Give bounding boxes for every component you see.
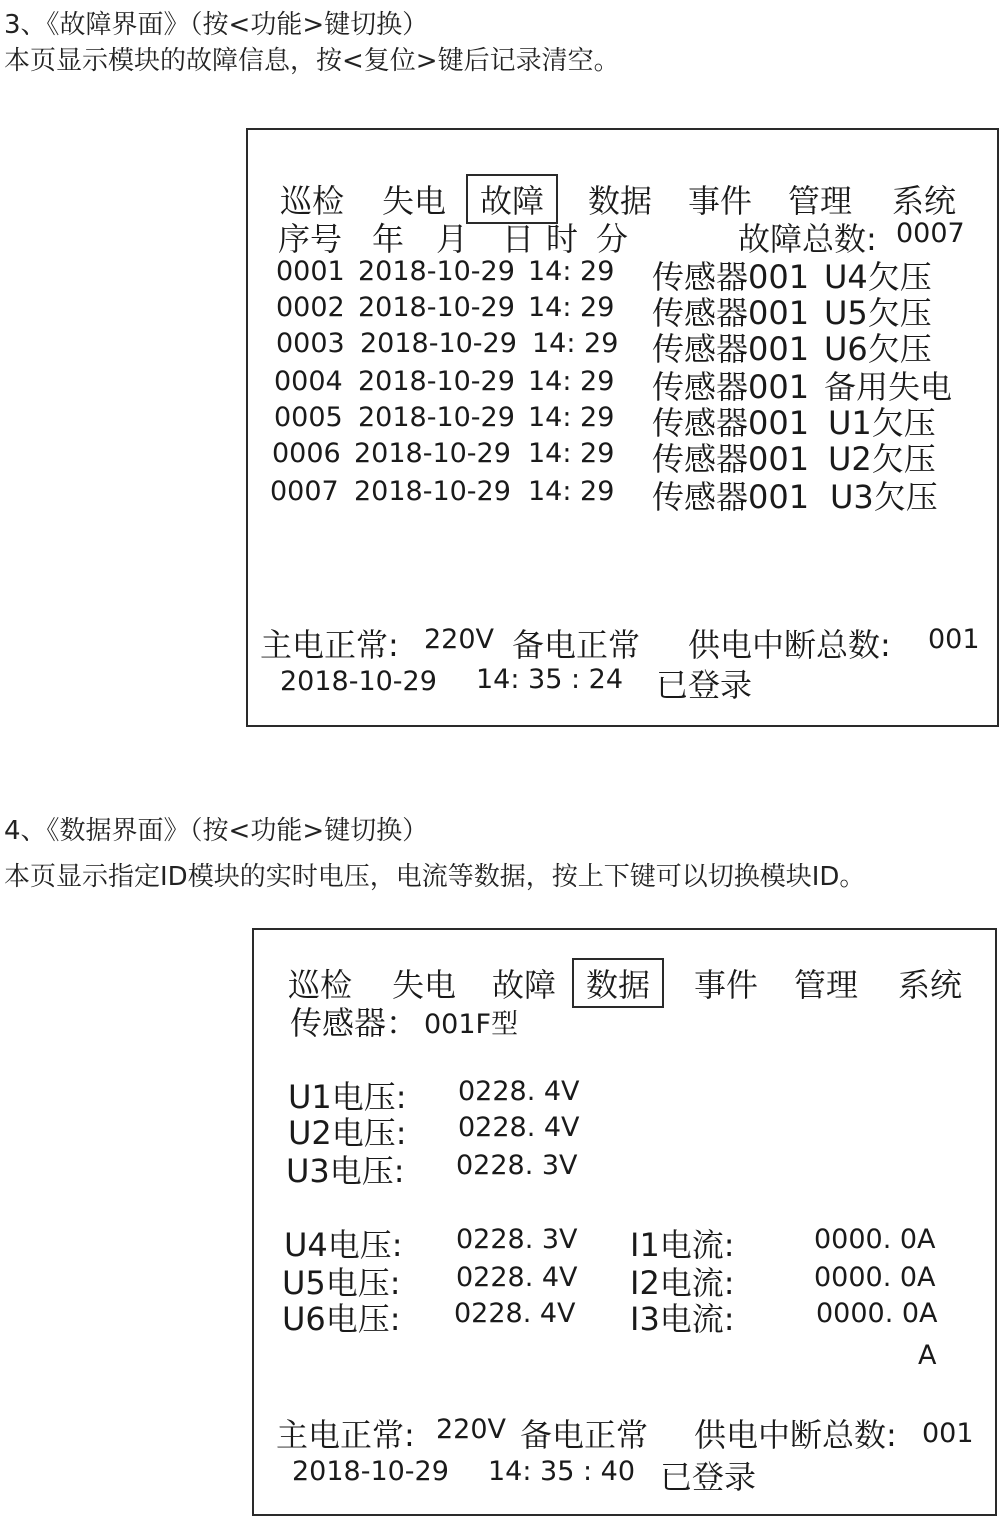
status-date: 2018-10-29 [292, 1456, 449, 1487]
voltage-value: 0228. 4V [454, 1298, 576, 1329]
status-date: 2018-10-29 [280, 666, 437, 697]
tab-data[interactable]: 数据 [588, 182, 653, 220]
sensor-label: 传感器： [290, 1004, 419, 1042]
row-sensor: 传感器001 [652, 258, 810, 296]
tab-patrol[interactable]: 巡检 [280, 182, 345, 220]
main-power-value: 220V [436, 1414, 507, 1445]
row-id: 0007 [270, 476, 339, 507]
row-id: 0004 [274, 366, 343, 397]
data-screen [252, 928, 997, 1516]
fault-total-label: 故障总数: [738, 220, 877, 258]
voltage-value: 0228. 3V [456, 1224, 578, 1255]
row-id: 0005 [274, 402, 343, 433]
backup-power-status: 备电正常 [512, 626, 641, 664]
row-time: 14: 29 [528, 438, 615, 469]
row-sensor: 传感器001 [652, 440, 810, 478]
fault-screen [246, 128, 999, 727]
login-status: 已登录 [656, 666, 753, 704]
row-time: 14: 29 [528, 292, 615, 323]
tab-manage[interactable]: 管理 [788, 182, 853, 220]
current-label: I1电流: [630, 1226, 735, 1264]
row-date: 2018-10-29 [354, 476, 511, 507]
col-year: 年 [372, 220, 405, 258]
main-power-label: 主电正常: [276, 1416, 415, 1454]
row-id: 0003 [276, 328, 345, 359]
row-date: 2018-10-29 [354, 438, 511, 469]
tab-patrol[interactable]: 巡检 [288, 966, 353, 1004]
col-day: 日 [502, 220, 535, 258]
row-time: 14: 29 [528, 366, 615, 397]
backup-power-status: 备电正常 [520, 1416, 649, 1454]
row-sensor: 传感器001 [652, 294, 810, 332]
section3-heading: 3、《故障界面》（按<功能>键切换） [4, 10, 429, 40]
sensor-value: 001F型 [424, 1009, 519, 1040]
voltage-label: U6电压: [282, 1300, 401, 1338]
voltage-label: U3电压: [286, 1152, 405, 1190]
row-sensor: 传感器001 [652, 368, 810, 406]
row-id: 0002 [276, 292, 345, 323]
tab-manage[interactable]: 管理 [794, 966, 859, 1004]
status-time: 14: 35 : 40 [488, 1456, 636, 1487]
interrupt-label: 供电中断总数: [688, 626, 891, 664]
current-label: I3电流: [630, 1300, 735, 1338]
tab-event[interactable]: 事件 [688, 182, 753, 220]
tab-system[interactable]: 系统 [898, 966, 963, 1004]
tab-system[interactable]: 系统 [892, 182, 957, 220]
row-id: 0006 [272, 438, 341, 469]
row-fault: U2欠压 [828, 440, 936, 478]
current-label: I2电流: [630, 1264, 735, 1302]
fault-total-value: 0007 [896, 218, 965, 249]
row-sensor: 传感器001 [652, 330, 810, 368]
voltage-label: U5电压: [282, 1264, 401, 1302]
tab-fault[interactable]: 故障 [492, 966, 557, 1004]
row-date: 2018-10-29 [358, 256, 515, 287]
section4-heading: 4、《数据界面》（按<功能>键切换） [4, 816, 429, 846]
col-seq: 序号 [278, 220, 343, 258]
stray-unit: A [918, 1340, 937, 1371]
row-date: 2018-10-29 [358, 366, 515, 397]
current-value: 0000. 0A [816, 1298, 938, 1329]
row-time: 14: 29 [532, 328, 619, 359]
col-hour: 时 [546, 220, 579, 258]
row-fault: U5欠压 [824, 294, 932, 332]
interrupt-value: 001 [928, 624, 980, 655]
voltage-label: U4电压: [284, 1226, 403, 1264]
row-sensor: 传感器001 [652, 404, 810, 442]
row-date: 2018-10-29 [358, 292, 515, 323]
col-minute: 分 [596, 220, 629, 258]
row-time: 14: 29 [528, 402, 615, 433]
row-fault: 备用失电 [824, 368, 953, 406]
voltage-label: U1电压: [288, 1078, 407, 1116]
row-date: 2018-10-29 [360, 328, 517, 359]
row-fault: U4欠压 [824, 258, 932, 296]
voltage-value: 0228. 3V [456, 1150, 578, 1181]
main-power-label: 主电正常: [260, 626, 399, 664]
row-fault: U3欠压 [830, 478, 938, 516]
voltage-label: U2电压: [288, 1114, 407, 1152]
section4-desc: 本页显示指定ID模块的实时电压，电流等数据，按上下键可以切换模块ID。 [4, 862, 866, 892]
section3-desc: 本页显示模块的故障信息，按<复位>键后记录清空。 [4, 46, 620, 76]
row-time: 14: 29 [528, 476, 615, 507]
row-fault: U6欠压 [824, 330, 932, 368]
tab-power-loss[interactable]: 失电 [392, 966, 457, 1004]
tab-power-loss[interactable]: 失电 [382, 182, 447, 220]
status-time: 14: 35 : 24 [476, 664, 624, 695]
interrupt-label: 供电中断总数: [694, 1416, 897, 1454]
row-time: 14: 29 [528, 256, 615, 287]
main-power-value: 220V [424, 624, 495, 655]
tab-data[interactable]: 数据 [572, 958, 664, 1008]
voltage-value: 0228. 4V [458, 1076, 580, 1107]
current-value: 0000. 0A [814, 1262, 936, 1293]
col-month: 月 [436, 220, 469, 258]
row-sensor: 传感器001 [652, 478, 810, 516]
row-date: 2018-10-29 [358, 402, 515, 433]
row-id: 0001 [276, 256, 345, 287]
login-status: 已登录 [660, 1458, 757, 1496]
interrupt-value: 001 [922, 1418, 974, 1449]
current-value: 0000. 0A [814, 1224, 936, 1255]
voltage-value: 0228. 4V [456, 1262, 578, 1293]
voltage-value: 0228. 4V [458, 1112, 580, 1143]
tab-event[interactable]: 事件 [694, 966, 759, 1004]
row-fault: U1欠压 [828, 404, 936, 442]
tab-fault[interactable]: 故障 [466, 174, 558, 224]
